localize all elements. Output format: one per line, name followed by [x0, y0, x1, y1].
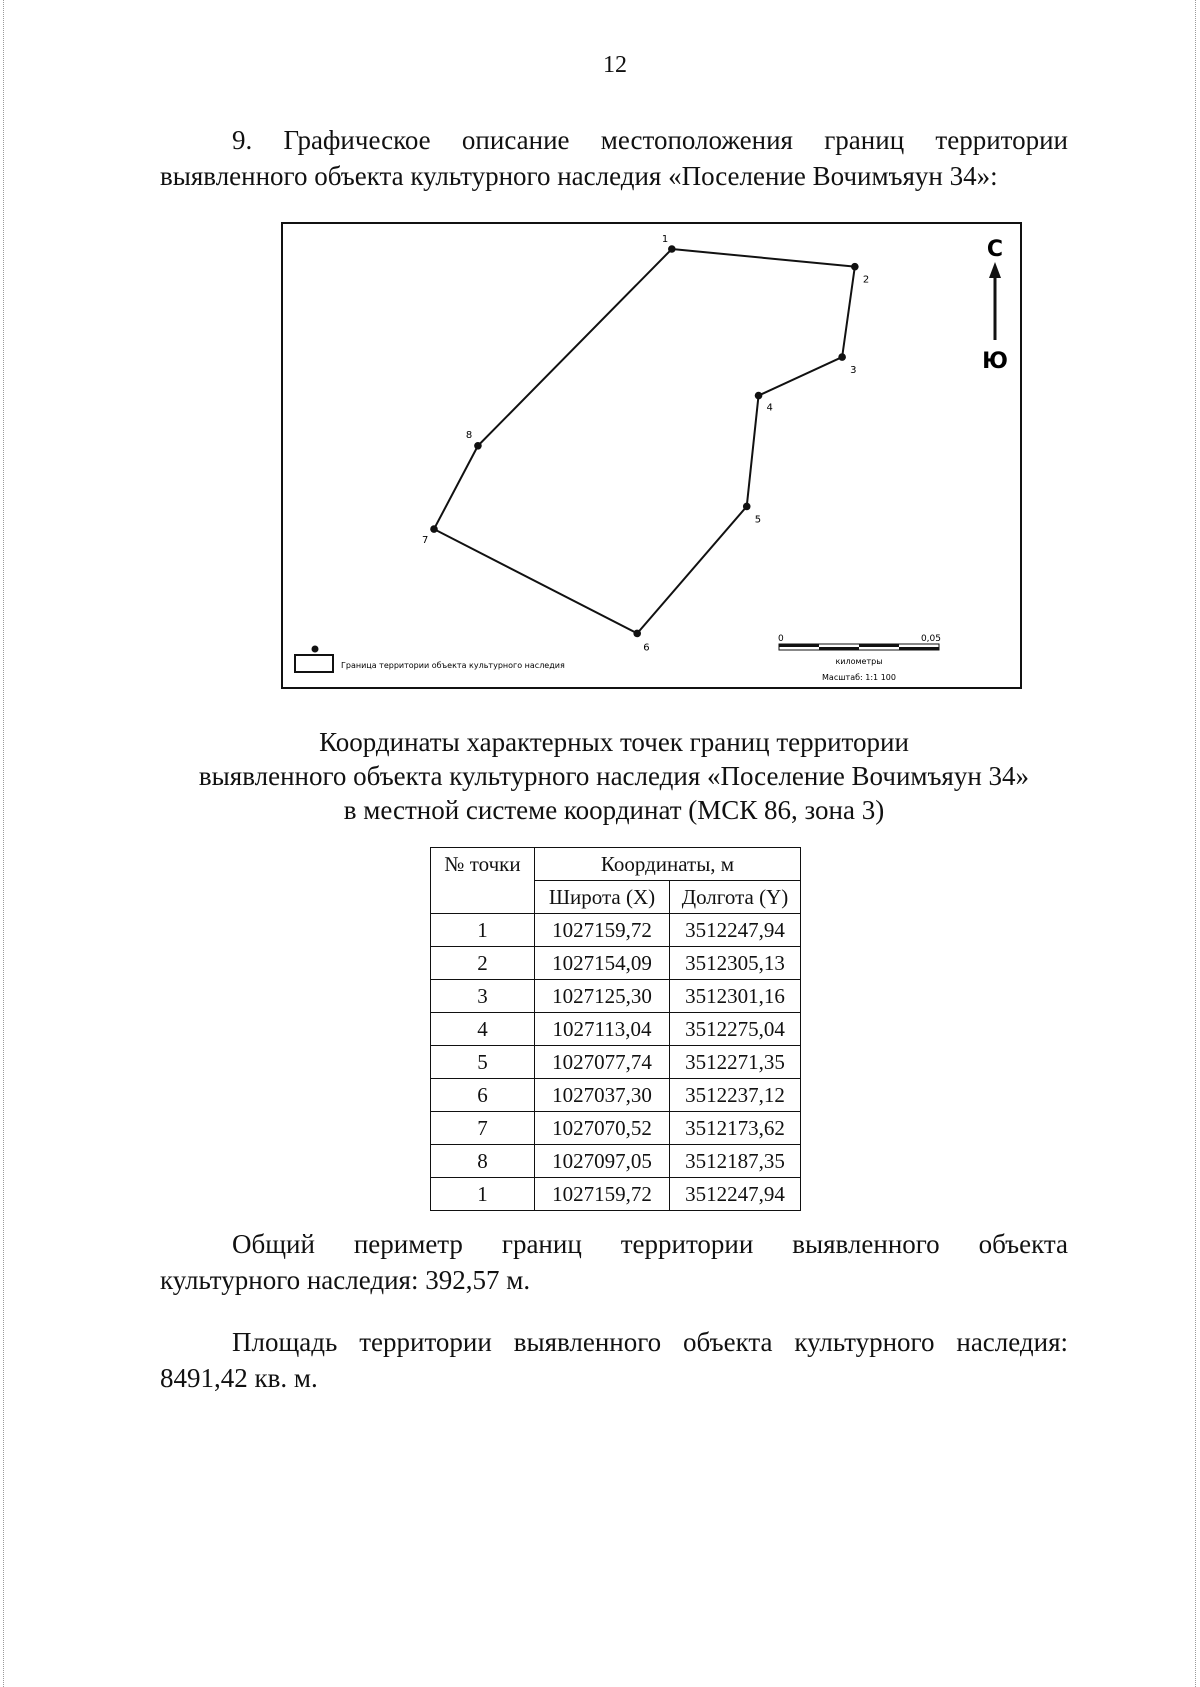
x-cell: 1027097,05: [535, 1145, 670, 1178]
boundary-point-2: [851, 263, 859, 271]
table-row: [431, 1145, 801, 1178]
legend-label: Граница территории объекта культурного наследия: [341, 661, 565, 670]
table-row: [431, 1046, 801, 1079]
point-number-cell: 2: [431, 947, 535, 980]
boundary-point-label-8: 8: [465, 429, 473, 441]
table-row: [431, 947, 801, 980]
area-paragraph: [160, 1324, 1068, 1396]
south-label: Ю: [982, 349, 1008, 374]
area-line-1: Площадь территории выявленного объекта культурного наследия:: [232, 1327, 1068, 1357]
point-number-cell: 1: [431, 1178, 535, 1211]
table-row: [431, 914, 801, 947]
perimeter-line-1: Общий периметр границ территории выявленного объекта: [232, 1229, 1068, 1259]
point-number-cell: 1: [431, 914, 535, 947]
point-number-cell: 8: [431, 1145, 535, 1178]
page-number: 12: [603, 52, 627, 78]
point-number-cell: 7: [431, 1112, 535, 1145]
boundary-point-4: [755, 392, 763, 400]
section-heading-line-1: 9. Графическое описание местоположения границ территории: [232, 125, 1068, 155]
boundary-point-7: [430, 525, 438, 533]
boundary-point-6: [633, 630, 641, 638]
boundary-point-label-4: 4: [766, 402, 773, 414]
perimeter-line-2: культурного наследия: 392,57 м.: [160, 1265, 531, 1295]
y-cell: 3512237,12: [670, 1079, 801, 1112]
coordinates-table: [430, 847, 801, 1211]
header-latitude-x: Широта (X): [535, 881, 670, 914]
x-cell: 1027037,30: [535, 1079, 670, 1112]
point-number-cell: 5: [431, 1046, 535, 1079]
y-cell: 3512275,04: [670, 1013, 801, 1046]
boundary-point-label-1: 1: [661, 234, 669, 245]
header-point-number: № точки: [431, 848, 535, 914]
scale-units-label: километры: [835, 657, 883, 666]
scan-edge-right: [1192, 0, 1196, 1687]
boundary-point-1: [668, 245, 676, 253]
header-coordinates: Координаты, м: [535, 848, 801, 881]
boundary-point-label-2: 2: [862, 274, 870, 286]
coordinates-heading-line-3: в местной системе координат (МСК 86, зона 3): [343, 795, 885, 825]
scale-bar-segment-2: [819, 647, 859, 650]
section-heading-line-2: выявленного объекта культурного наследия «Поселение Вочимъяун 34»:: [160, 161, 998, 191]
table-row: [431, 1013, 801, 1046]
scan-edge-left: [3, 0, 7, 1687]
point-number-cell: 3: [431, 980, 535, 1013]
north-label: С: [986, 237, 1004, 262]
legend-symbol: [295, 655, 333, 672]
boundary-point-label-7: 7: [422, 535, 429, 547]
table-row: [431, 1079, 801, 1112]
boundary-map-svg: [281, 222, 1022, 689]
x-cell: 1027070,52: [535, 1112, 670, 1145]
scale-ratio-label: Масштаб: 1:1 100: [822, 673, 896, 682]
x-cell: 1027159,72: [535, 914, 670, 947]
table-row: [431, 1178, 801, 1211]
perimeter-paragraph: [160, 1226, 1068, 1298]
x-cell: 1027154,09: [535, 947, 670, 980]
boundary-point-label-5: 5: [754, 514, 762, 526]
scale-start-label: 0: [778, 634, 784, 644]
y-cell: 3512247,94: [670, 914, 801, 947]
y-cell: 3512305,13: [670, 947, 801, 980]
section-heading: [160, 122, 1068, 194]
x-cell: 1027077,74: [535, 1046, 670, 1079]
area-line-2: 8491,42 кв. м.: [160, 1363, 318, 1393]
coordinates-heading-line-1: Координаты характерных точек границ территории: [319, 727, 909, 757]
y-cell: 3512301,16: [670, 980, 801, 1013]
scale-bar-segment-4: [899, 647, 939, 650]
boundary-point-label-3: 3: [850, 365, 857, 377]
coordinates-heading-line-2: выявленного объекта культурного наследия «Поселение Вочимъяун 34»: [198, 761, 1030, 791]
x-cell: 1027159,72: [535, 1178, 670, 1211]
y-cell: 3512271,35: [670, 1046, 801, 1079]
boundary-point-8: [474, 442, 482, 450]
x-cell: 1027125,30: [535, 980, 670, 1013]
table-row: [431, 1112, 801, 1145]
table-row: [431, 980, 801, 1013]
y-cell: 3512247,94: [670, 1178, 801, 1211]
legend-point-icon: [312, 646, 319, 653]
scale-end-label: 0,05: [920, 634, 941, 644]
x-cell: 1027113,04: [535, 1013, 670, 1046]
boundary-map: [281, 222, 1022, 689]
y-cell: 3512173,62: [670, 1112, 801, 1145]
y-cell: 3512187,35: [670, 1145, 801, 1178]
header-longitude-y: Долгота (Y): [670, 881, 801, 914]
boundary-point-3: [838, 353, 846, 361]
scale-bar-segment-3: [859, 644, 899, 647]
point-number-cell: 4: [431, 1013, 535, 1046]
coordinates-heading: [160, 725, 1068, 827]
scale-bar-segment-1: [779, 644, 819, 647]
boundary-point-5: [743, 503, 751, 511]
point-number-cell: 6: [431, 1079, 535, 1112]
boundary-point-label-6: 6: [643, 642, 650, 654]
